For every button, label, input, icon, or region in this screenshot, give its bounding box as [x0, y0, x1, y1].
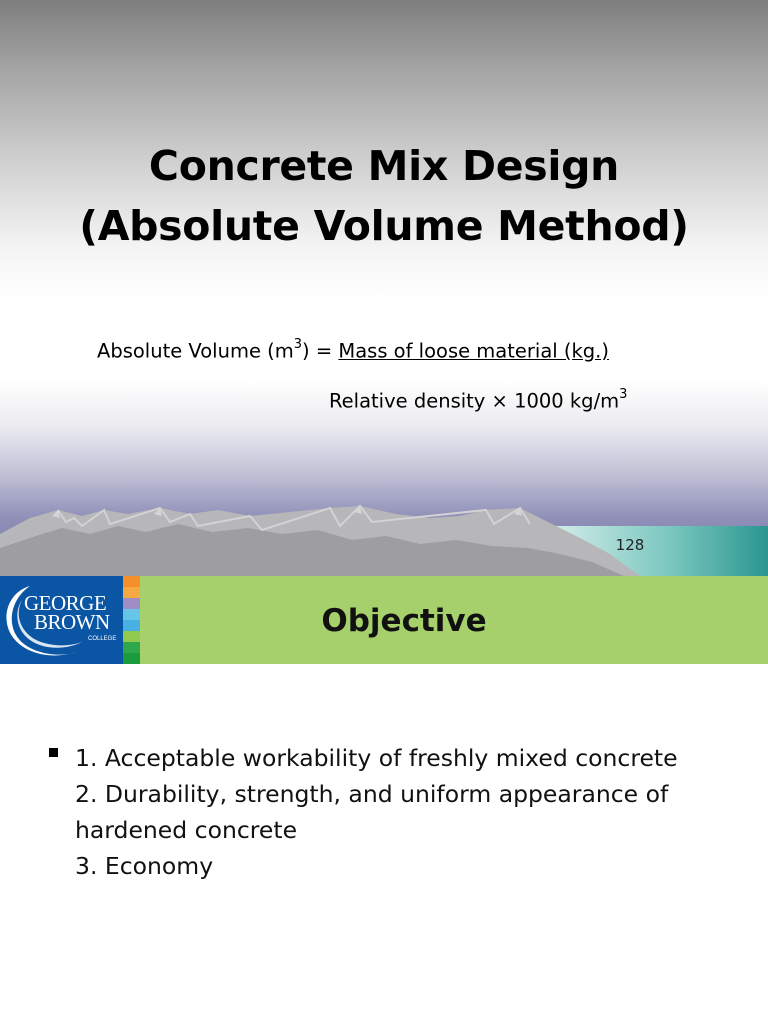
formula-lhs-prefix: Absolute Volume (m — [97, 339, 294, 363]
color-strip-segment — [123, 642, 140, 653]
bullet-line-1: 1. Acceptable workability of freshly mixed concrete — [75, 744, 678, 772]
slide-title — [0, 136, 768, 256]
color-strip-segment — [123, 653, 140, 664]
logo-text-george: GEORGE — [24, 591, 107, 615]
color-strip-segment — [123, 587, 140, 598]
formula-denominator-exponent: 3 — [619, 387, 628, 402]
slide-title-line-1: Concrete Mix Design — [148, 142, 620, 190]
color-strip-segment — [123, 609, 140, 620]
formula-numerator-line — [97, 334, 609, 365]
logo-text-college: COLLEGE — [88, 636, 117, 642]
color-strip-segment — [123, 620, 140, 631]
slide-objective — [0, 576, 768, 1024]
slide-title-line-2: (Absolute Volume Method) — [79, 202, 689, 250]
bullet-line-2: 2. Durability, strength, and uniform appearance of — [75, 780, 669, 808]
formula-lhs-exponent: 3 — [293, 337, 303, 352]
page-number: 128 — [615, 536, 645, 554]
square-bullet-icon — [49, 748, 58, 757]
logo-graphic — [0, 576, 123, 664]
formula-numerator: Mass of loose material (kg.) — [338, 339, 609, 363]
bullet-line-3: hardened concrete — [75, 816, 298, 844]
george-brown-college-logo — [0, 576, 123, 664]
formula-lhs-suffix: ) = — [302, 339, 339, 363]
logo-color-strip — [123, 576, 140, 664]
bullet-line-4: 3. Economy — [75, 852, 214, 880]
objective-heading: Objective — [321, 603, 487, 639]
color-strip-segment — [123, 631, 140, 642]
objective-bullet-text — [75, 740, 746, 884]
color-strip-segment — [123, 576, 140, 587]
objective-bullet — [46, 740, 746, 884]
formula-denominator: Relative density × 1000 kg/m — [329, 389, 620, 413]
logo-text-brown: BROWN — [34, 610, 110, 634]
formula-denominator-line — [329, 384, 627, 415]
color-strip-segment — [123, 598, 140, 609]
